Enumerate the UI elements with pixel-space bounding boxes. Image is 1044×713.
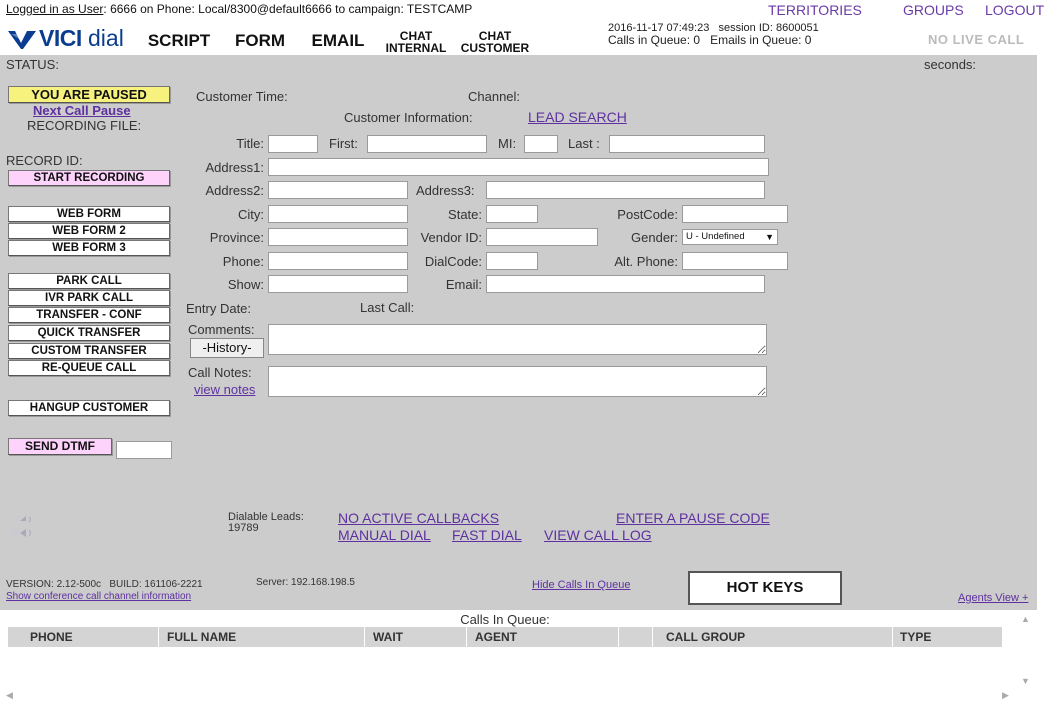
first-name-field[interactable] [367,135,487,153]
column-divider [892,627,893,647]
address2-field[interactable] [268,181,408,199]
province-label: Province: [209,230,264,245]
calls-in-queue-count: Calls in Queue: 0 [608,33,701,47]
lead-search-link[interactable]: LEAD SEARCH [528,109,627,125]
territories-link[interactable]: TERRITORIES [768,2,862,18]
hangup-customer-button[interactable]: HANGUP CUSTOMER [8,400,170,416]
logged-in-label: Logged in as User [6,2,104,16]
dtmf-input[interactable] [116,441,172,459]
comments-label: Comments: [188,322,255,337]
dropdown-arrow-icon: ▼ [765,232,774,242]
dialcode-label: DialCode: [424,254,482,269]
no-active-callbacks-link[interactable]: NO ACTIVE CALLBACKS [338,510,500,526]
phone-label: Phone: [222,254,264,269]
middle-initial-field[interactable] [524,135,558,153]
channel-label: Channel: [468,89,521,104]
emails-in-queue-count: Emails in Queue: 0 [710,33,812,47]
show-field[interactable] [268,275,408,293]
web-form-button[interactable]: WEB FORM [8,206,170,222]
column-divider [618,627,619,647]
address1-label: Address1: [205,160,264,175]
logo-dial: dial [88,25,124,51]
alt-phone-label: Alt. Phone: [614,254,678,269]
gender-selected-value: U - Undefined [686,231,745,242]
manual-dial-link[interactable]: MANUAL DIAL [338,527,431,543]
history-button[interactable]: -History- [190,338,264,358]
ivr-park-call-button[interactable]: IVR PARK CALL [8,290,170,306]
session-id: session ID: 8600051 [718,22,819,34]
customer-time-label: Customer Time: [196,89,288,104]
gender-label: Gender: [631,230,678,245]
status-label: STATUS: [6,57,59,72]
web-form-2-button[interactable]: WEB FORM 2 [8,223,170,239]
scroll-left-icon[interactable]: ◀ [6,690,13,700]
park-call-button[interactable]: PARK CALL [8,273,170,289]
queue-horizontal-scrollbar[interactable] [0,690,1016,702]
column-divider [364,627,365,647]
address1-field[interactable] [268,158,769,176]
tab-chat-customer-line1: CHAT [478,29,512,43]
show-conference-link[interactable]: Show conference call channel information [6,591,192,602]
last-label: Last : [568,136,600,151]
custom-transfer-button[interactable]: CUSTOM TRANSFER [8,343,170,359]
column-divider [466,627,467,647]
tab-form[interactable]: FORM [222,26,298,56]
email-label: Email: [445,277,482,292]
volume-control[interactable] [8,511,42,541]
login-info [6,2,472,16]
city-label: City: [238,207,264,222]
send-dtmf-button[interactable]: SEND DTMF [8,438,112,455]
view-notes-link[interactable]: view notes [194,382,256,397]
last-call-label: Last Call: [360,300,415,315]
scroll-down-icon[interactable]: ▼ [1021,676,1030,686]
paused-status-button[interactable]: YOU ARE PAUSED [8,86,170,103]
logout-link[interactable]: LOGOUT [985,2,1044,18]
dialcode-field[interactable] [486,252,538,270]
column-type: TYPE [900,630,932,644]
queue-vertical-scrollbar[interactable] [1016,612,1034,690]
enter-pause-code-link[interactable]: ENTER A PAUSE CODE [616,510,770,526]
login-details: : 6666 on Phone: Local/8300@default6666 to campaign: TESTCAMP [103,2,473,16]
postcode-label: PostCode: [617,207,678,222]
mi-label: MI: [498,136,517,151]
column-call-group: CALL GROUP [666,630,746,644]
server-info: Server: 192.168.198.5 [256,577,355,588]
title-field[interactable] [268,135,318,153]
next-call-pause-link[interactable]: Next Call Pause [33,103,131,118]
scroll-right-icon[interactable]: ▶ [1002,690,1009,700]
logo-mark-icon [8,28,38,50]
hot-keys-button[interactable]: HOT KEYS [688,571,842,605]
column-phone: PHONE [30,630,73,644]
address3-field[interactable] [486,181,765,199]
view-call-log-link[interactable]: VIEW CALL LOG [544,527,652,543]
dialable-leads-value: 19789 [228,522,259,534]
session-info [608,22,819,46]
column-full-name: FULL NAME [167,630,237,644]
volume-icon [8,511,42,541]
fast-dial-link[interactable]: FAST DIAL [452,527,522,543]
logo-vici: VICI [39,25,82,51]
state-label: State: [448,207,482,222]
start-recording-button[interactable]: START RECORDING [8,170,170,186]
customer-information-label: Customer Information: [344,110,473,125]
phone-field[interactable] [268,252,408,270]
tab-script[interactable]: SCRIPT [140,26,218,56]
seconds-label: seconds: [924,57,977,72]
web-form-3-button[interactable]: WEB FORM 3 [8,240,170,256]
call-notes-textarea[interactable] [268,366,767,397]
tab-email[interactable]: EMAIL [302,26,374,56]
entry-date-label: Entry Date: [186,301,252,316]
column-divider [158,627,159,647]
agents-view-link[interactable]: Agents View + [958,592,1029,604]
vicidial-logo [8,22,146,54]
address2-label: Address2: [205,183,264,198]
column-divider [652,627,653,647]
tab-chat-internal[interactable] [378,26,454,56]
transfer-conf-button[interactable]: TRANSFER - CONF [8,307,170,323]
tab-chat-internal-line2: INTERNAL [385,41,447,55]
call-notes-label: Call Notes: [188,365,252,380]
tab-chat-internal-line1: CHAT [399,29,433,43]
email-field[interactable] [486,275,765,293]
comments-textarea[interactable] [268,324,767,355]
live-call-status: NO LIVE CALL [928,32,1025,47]
requeue-call-button[interactable]: RE-QUEUE CALL [8,360,170,376]
groups-link[interactable]: GROUPS [903,2,964,18]
column-wait: WAIT [373,630,403,644]
postcode-field[interactable] [682,205,788,223]
title-label: Title: [236,136,264,151]
vendor-id-field[interactable] [486,228,598,246]
version-info: VERSION: 2.12-500c BUILD: 161106-2221 [6,579,203,590]
recording-file-label: RECORDING FILE: [27,118,142,133]
show-label: Show: [227,277,264,292]
scroll-up-icon[interactable]: ▲ [1021,614,1030,624]
record-id-label: RECORD ID: [6,153,83,168]
first-label: First: [329,136,358,151]
session-datetime: 2016-11-17 07:49:23 [608,22,710,34]
calls-in-queue-title: Calls In Queue: [460,612,550,627]
tab-chat-customer[interactable] [457,26,533,56]
column-agent: AGENT [475,630,517,644]
vendor-id-label: Vendor ID: [420,230,482,245]
hide-calls-in-queue-link[interactable]: Hide Calls In Queue [532,579,631,591]
last-name-field[interactable] [609,135,765,153]
address3-label: Address3: [416,183,475,198]
state-field[interactable] [486,205,538,223]
dialable-leads-label: Dialable Leads: [228,511,304,523]
tab-chat-customer-line2: CUSTOMER [460,41,530,55]
queue-table-header [8,627,1002,647]
quick-transfer-button[interactable]: QUICK TRANSFER [8,325,170,341]
city-field[interactable] [268,205,408,223]
province-field[interactable] [268,228,408,246]
alt-phone-field[interactable] [682,252,788,270]
gender-select[interactable] [682,229,778,245]
